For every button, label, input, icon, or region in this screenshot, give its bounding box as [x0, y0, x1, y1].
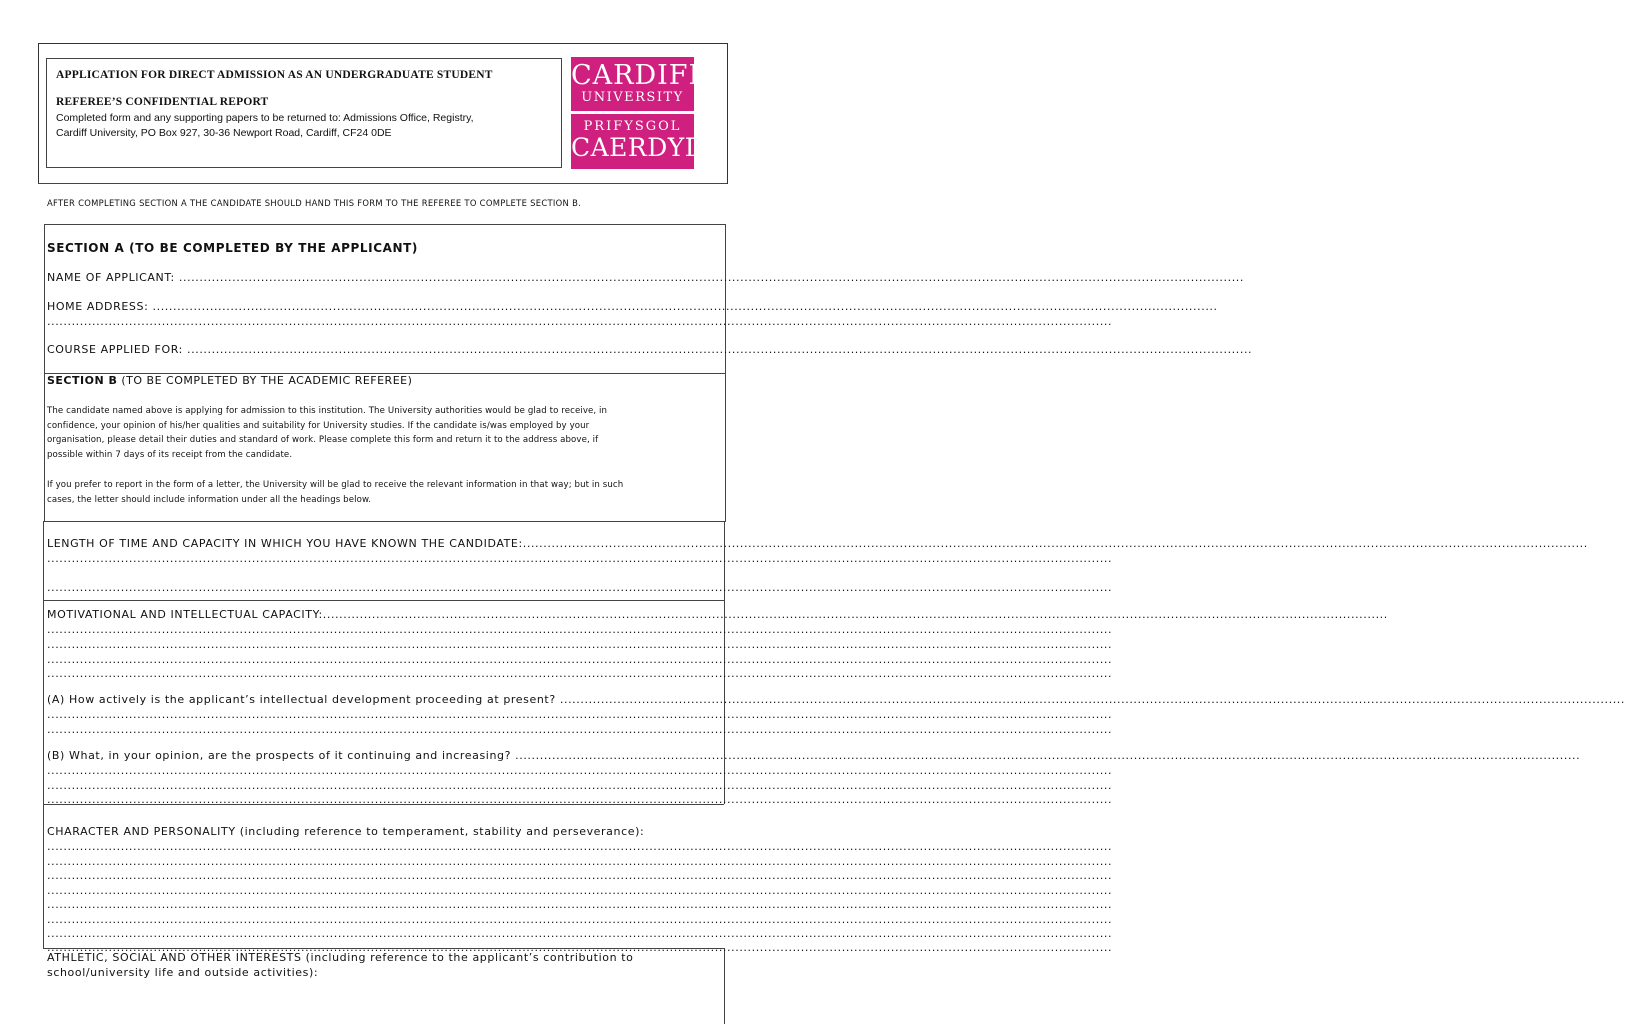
question-a-label: (A) How actively is the applicant’s intellectual development proceeding at present?	[47, 693, 560, 706]
form-subtitle: REFEREE’S CONFIDENTIAL REPORT	[56, 96, 269, 108]
section-b-paragraph2	[47, 478, 623, 507]
course-applied-dots: ....................................................................................................................................................................................................................................................................	[187, 343, 1253, 356]
para1-line: organisation, please detail their duties and standard of work. Please complete this form and return it to the address above, if	[47, 435, 599, 446]
questions-left-border	[43, 521, 44, 804]
cardiff-university-logo	[571, 57, 726, 169]
question-b-field[interactable]	[47, 749, 1581, 762]
athletic-label-line1: ATHLETIC, SOCIAL AND OTHER INTERESTS (including reference to the applicant’s contribution to	[47, 951, 634, 964]
logo-line2: UNIVERSITY	[581, 90, 684, 105]
length-of-time-line2[interactable]: ....................................................................................................................................................................................................................................................................	[47, 552, 1113, 565]
question-b-line4[interactable]: ....................................................................................................................................................................................................................................................................	[47, 793, 1113, 806]
question-a-field[interactable]	[47, 693, 1625, 706]
logo-line3: PRIFYSGOL	[583, 119, 682, 134]
para1-line: possible within 7 days of its receipt from the candidate.	[47, 450, 293, 461]
motivation-dots: ....................................................................................................................................................................................................................................................................	[322, 608, 1388, 621]
name-of-applicant-field[interactable]	[47, 271, 1244, 284]
logo-line4: CAERDYDD	[571, 133, 726, 162]
character-line7[interactable]: ....................................................................................................................................................................................................................................................................	[47, 927, 1113, 940]
length-of-time-field[interactable]	[47, 537, 1588, 550]
character-left-border	[43, 804, 44, 949]
character-line2[interactable]: ....................................................................................................................................................................................................................................................................	[47, 855, 1113, 868]
motivation-label: MOTIVATIONAL AND INTELLECTUAL CAPACITY:	[47, 608, 323, 621]
question-a-dots: ....................................................................................................................................................................................................................................................................	[559, 693, 1625, 706]
motivation-line5[interactable]: ....................................................................................................................................................................................................................................................................	[47, 667, 1113, 680]
logo-divider	[571, 111, 694, 114]
character-line1[interactable]: ....................................................................................................................................................................................................................................................................	[47, 840, 1113, 853]
section-a-title: SECTION A (TO BE COMPLETED BY THE APPLICANT)	[47, 241, 419, 255]
return-address-line1: Completed form and any supporting papers to be returned to: Admissions Office, Registry,	[56, 112, 474, 124]
para2-line: cases, the letter should include information under all the headings below.	[47, 494, 372, 505]
divider-length	[44, 600, 724, 601]
para1-line: The candidate named above is applying for admission to this institution. The University authorities would be glad to receive, in	[47, 406, 608, 416]
length-of-time-dots: ....................................................................................................................................................................................................................................................................	[522, 537, 1588, 550]
home-address-line2[interactable]: ....................................................................................................................................................................................................................................................................	[47, 315, 1113, 328]
home-address-field[interactable]	[47, 300, 1218, 313]
motivation-field[interactable]	[47, 608, 1388, 621]
name-of-applicant-label: NAME OF APPLICANT:	[47, 271, 179, 284]
section-b-title	[47, 374, 412, 387]
header-box	[46, 58, 562, 168]
character-line4[interactable]: ....................................................................................................................................................................................................................................................................	[47, 884, 1113, 897]
character-line3[interactable]: ....................................................................................................................................................................................................................................................................	[47, 869, 1113, 882]
character-line8[interactable]: ....................................................................................................................................................................................................................................................................	[47, 941, 1113, 954]
length-of-time-line3[interactable]: ....................................................................................................................................................................................................................................................................	[47, 581, 1113, 594]
athletic-right-border	[724, 948, 725, 1024]
header-bottom-rule	[38, 183, 727, 184]
section-b-paragraph1	[47, 404, 607, 463]
motivation-line3[interactable]: ....................................................................................................................................................................................................................................................................	[47, 638, 1113, 651]
question-b-label: (B) What, in your opinion, are the prospects of it continuing and increasing?	[47, 749, 516, 762]
question-a-line3[interactable]: ....................................................................................................................................................................................................................................................................	[47, 723, 1113, 736]
section-b-title-bold: SECTION B	[47, 374, 118, 387]
para2-line: If you prefer to report in the form of a letter, the University will be glad to receive the relevant information in that way; but in such	[47, 480, 624, 490]
return-address-line2: Cardiff University, PO Box 927, 30-36 Newport Road, Cardiff, CF24 0DE	[56, 127, 392, 139]
home-address-dots: ....................................................................................................................................................................................................................................................................	[152, 300, 1218, 313]
athletic-label-line2: school/university life and outside activities):	[47, 966, 319, 979]
home-address-label: HOME ADDRESS:	[47, 300, 153, 313]
character-line5[interactable]: ....................................................................................................................................................................................................................................................................	[47, 898, 1113, 911]
logo-line1: CARDIFF	[571, 60, 709, 91]
course-applied-field[interactable]	[47, 343, 1253, 356]
character-label: CHARACTER AND PERSONALITY (including reference to temperament, stability and perseverance):	[47, 825, 645, 838]
question-b-dots: ....................................................................................................................................................................................................................................................................	[515, 749, 1581, 762]
name-of-applicant-dots: ....................................................................................................................................................................................................................................................................	[178, 271, 1244, 284]
para1-line: confidence, your opinion of his/her qualities and suitability for University studies. If the candidate is/was employed by your	[47, 420, 590, 431]
question-a-line2[interactable]: ....................................................................................................................................................................................................................................................................	[47, 708, 1113, 721]
motivation-line2[interactable]: ....................................................................................................................................................................................................................................................................	[47, 623, 1113, 636]
instruction-text: AFTER COMPLETING SECTION A THE CANDIDATE SHOULD HAND THIS FORM TO THE REFEREE TO COMPLETE SECTION B.	[47, 198, 582, 208]
question-b-line2[interactable]: ....................................................................................................................................................................................................................................................................	[47, 764, 1113, 777]
length-of-time-label: LENGTH OF TIME AND CAPACITY IN WHICH YOU HAVE KNOWN THE CANDIDATE:	[47, 537, 523, 550]
course-applied-label: COURSE APPLIED FOR:	[47, 343, 188, 356]
question-b-line3[interactable]: ....................................................................................................................................................................................................................................................................	[47, 779, 1113, 792]
section-b-title-rest: (TO BE COMPLETED BY THE ACADEMIC REFEREE)	[117, 374, 413, 387]
form-title: APPLICATION FOR DIRECT ADMISSION AS AN UNDERGRADUATE STUDENT	[56, 69, 493, 81]
character-line6[interactable]: ....................................................................................................................................................................................................................................................................	[47, 913, 1113, 926]
motivation-line4[interactable]: ....................................................................................................................................................................................................................................................................	[47, 653, 1113, 666]
